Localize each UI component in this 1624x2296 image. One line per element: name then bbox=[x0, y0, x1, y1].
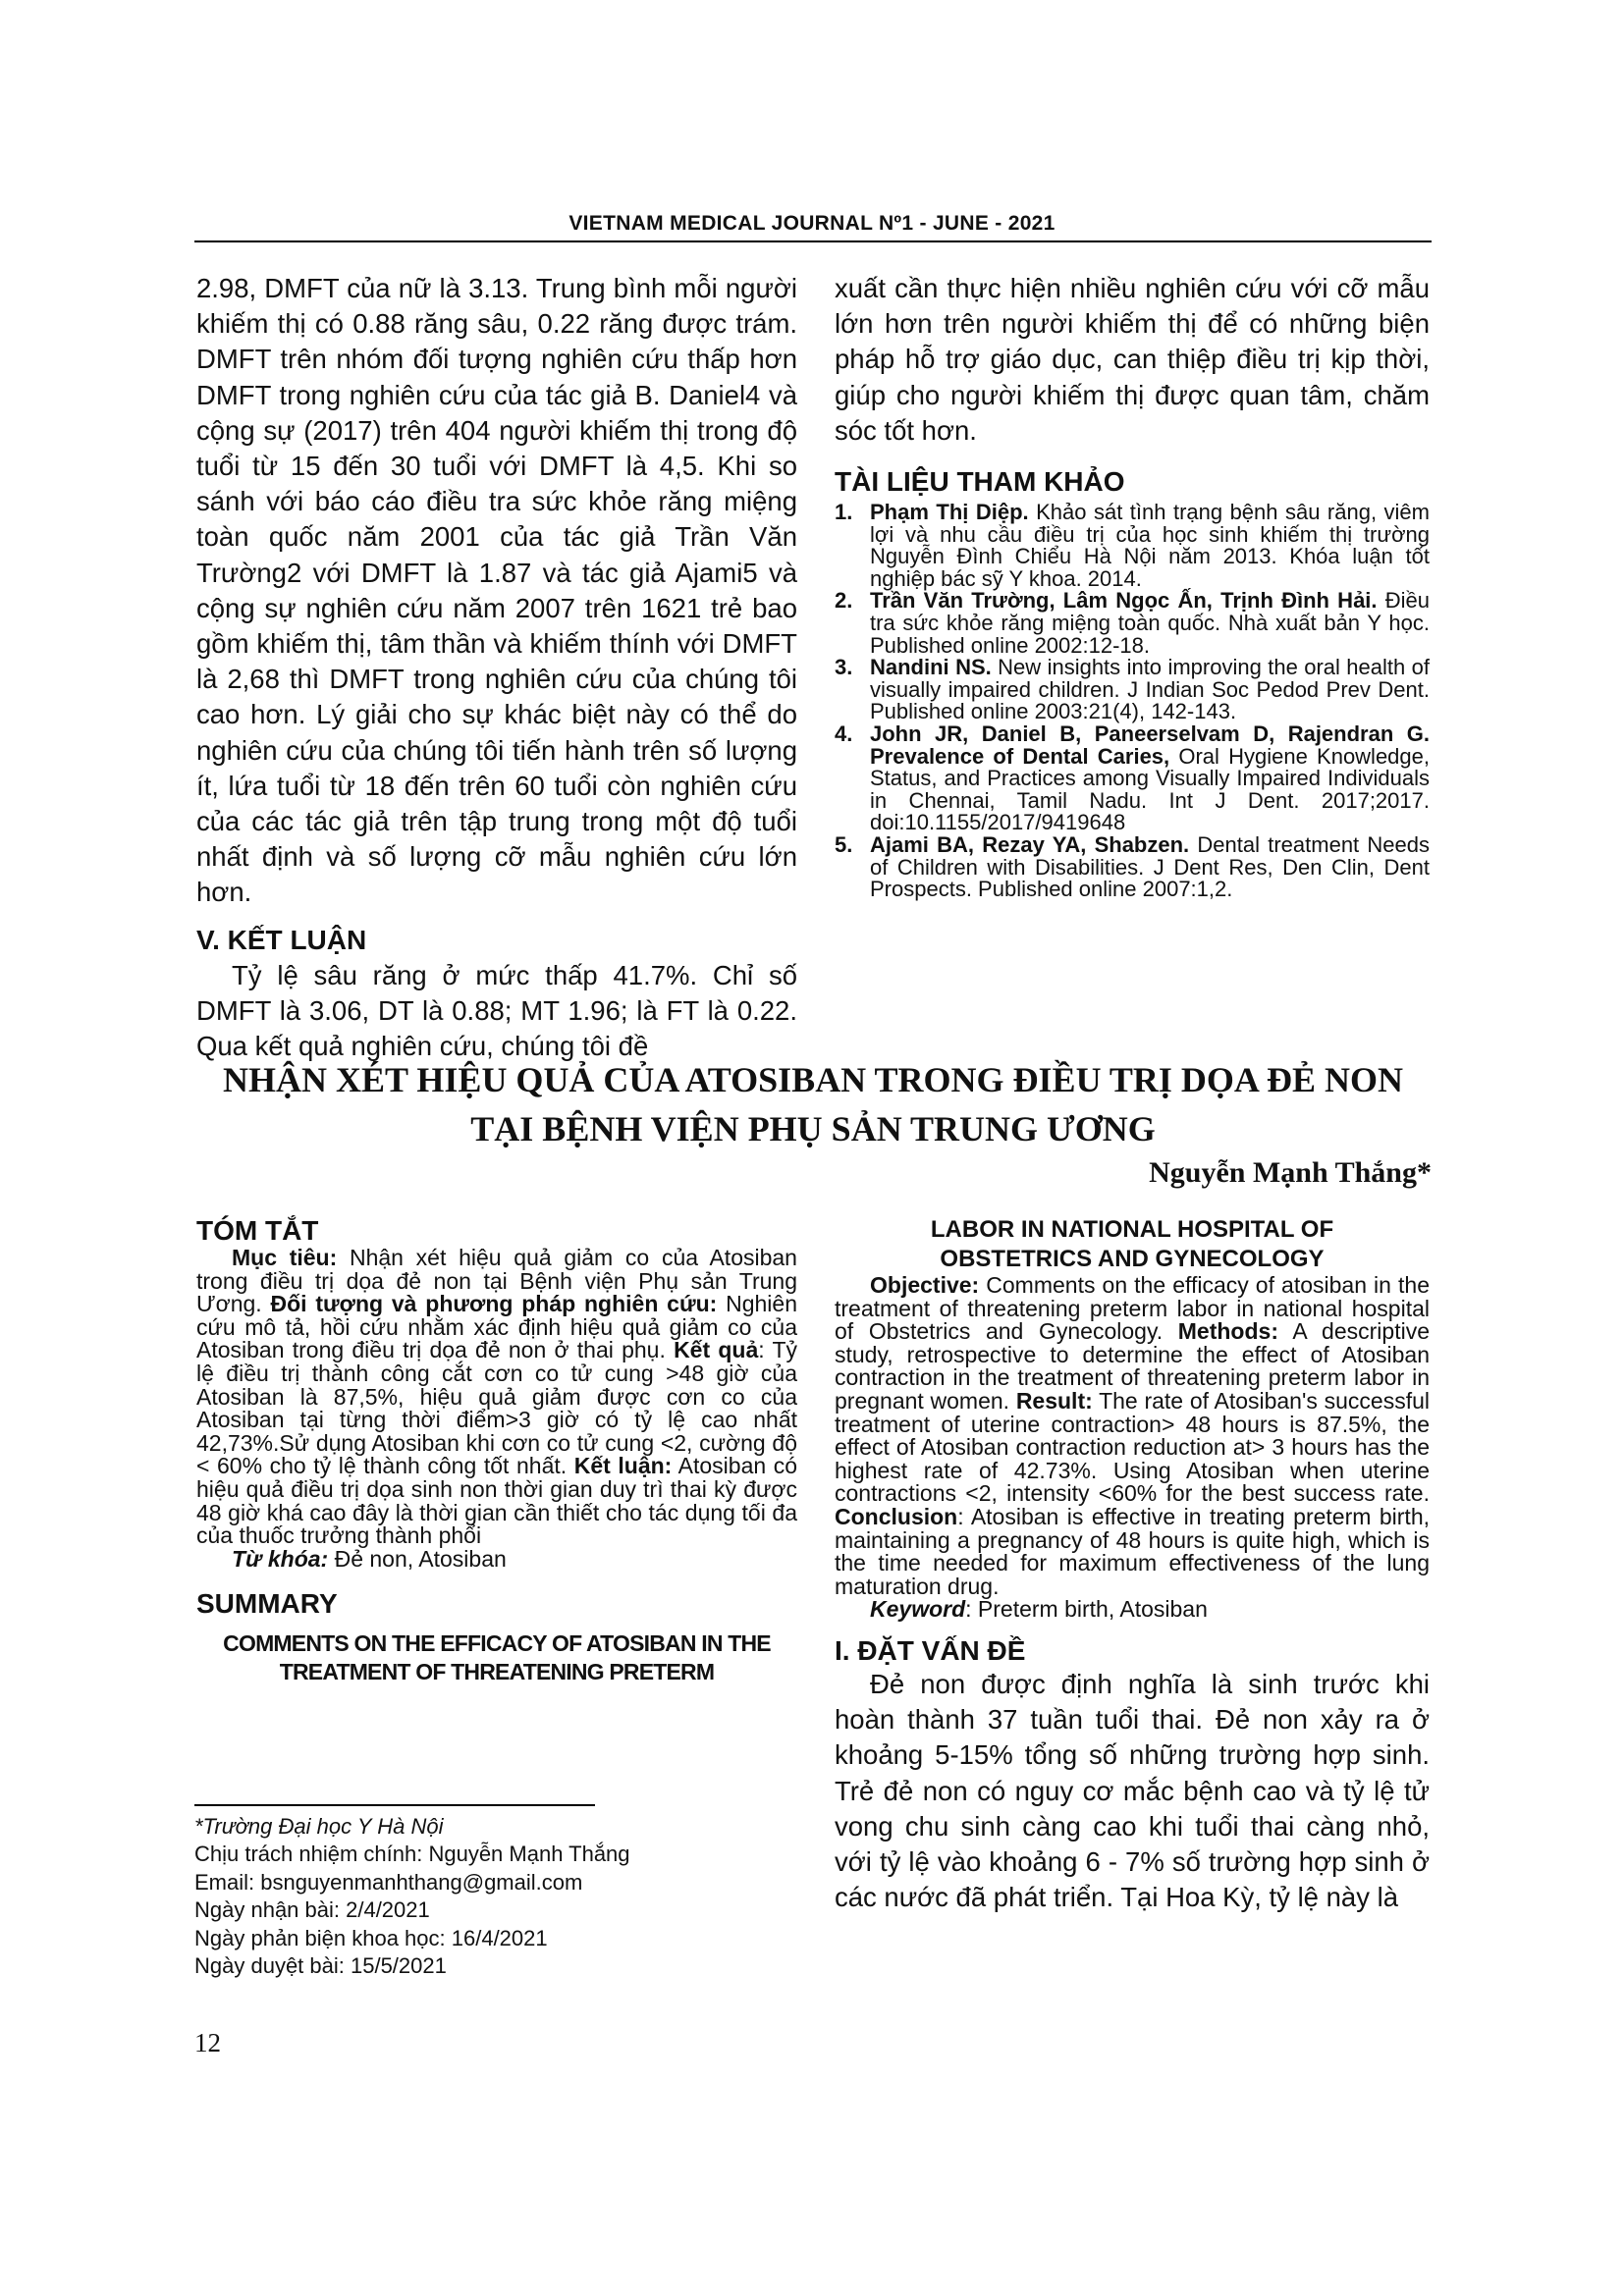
abstract-left-column bbox=[196, 1215, 797, 1686]
intro-heading: I. ĐẶT VẤN ĐỀ bbox=[835, 1634, 1026, 1666]
result-en-label: Result: bbox=[1015, 1387, 1093, 1414]
reference-text: Điều tra sức khỏe răng miệng toàn quốc. Nhà xuất bản Y học. Published online 2002:12-18. bbox=[870, 588, 1431, 658]
footnote-rule bbox=[194, 1804, 595, 1806]
keywords-vi bbox=[196, 1545, 797, 1572]
conclusion-en-label: Conclusion bbox=[835, 1503, 958, 1529]
reference-number: 3. bbox=[835, 655, 853, 680]
reference-authors: Trần Văn Trường, Lâm Ngọc Ấn, Trịnh Đình Hải. bbox=[870, 588, 1378, 614]
keywords-vi-label: Từ khóa: bbox=[232, 1545, 329, 1572]
abstract-vi bbox=[196, 1247, 797, 1548]
reference-number: 5. bbox=[835, 831, 853, 857]
reference-authors: Phạm Thị Diệp. bbox=[870, 500, 1029, 525]
objective-en-label: Objective: bbox=[870, 1272, 980, 1298]
intro-paragraph: Đẻ non được định nghĩa là sinh trước khi hoàn thành 37 tuần tuổi thai. Đẻ non xảy ra ở khoảng 5-15% tổng số những trường hợp sinh. Trẻ đẻ non có nguy cơ mắc bệnh cao và tỷ lệ tử vong chu sinh càng cao khi tuổi thai càng nhỏ, với tỷ lệ vào khoảng 6 - 7% số trường hợp sinh ở các nước đã phát triển. Tại Hoa Kỳ, tỷ lệ này là bbox=[835, 1668, 1430, 1913]
reference-item bbox=[835, 723, 1430, 834]
header-rule bbox=[194, 240, 1432, 242]
article-title-line-2: TẠI BỆNH VIỆN PHỤ SẢN TRUNG ƯƠNG bbox=[470, 1109, 1156, 1148]
footnote-accepted: Ngày duyệt bài: 15/5/2021 bbox=[194, 1953, 447, 1979]
reference-text: New insights into improving the oral health of visually impaired children. J Indian Soc Pedod Prev Dent. Published online 2003:21(4), 142-143. bbox=[870, 655, 1430, 724]
keywords-en-text: : Preterm birth, Atosiban bbox=[965, 1596, 1208, 1623]
conclusion-vi-text: Atosiban có hiệu quả điều trị dọa sinh non thời gian duy trì thai kỳ được 48 giờ khá cao đây là thời gian cần thiết cho tác dụng tối đa của thuốc trưởng thành phổi bbox=[196, 1453, 798, 1549]
summary-heading: SUMMARY bbox=[196, 1588, 338, 1620]
abstract-en bbox=[835, 1274, 1430, 1598]
methods-vi-text: Nghiên cứu mô tả, hồi cứu nhằm xác định hiệu quả giảm co của Atosiban trong điều trị dọa đẻ non ở thai phụ. bbox=[196, 1291, 798, 1363]
reference-authors: John JR, Daniel B, Paneerselvam D, Rajendran G. Prevalence of Dental Caries, bbox=[870, 721, 1430, 769]
article-author: Nguyễn Mạnh Thắng* bbox=[1149, 1156, 1432, 1189]
footnote-affiliation: *Trường Đại học Y Hà Nội bbox=[194, 1814, 444, 1839]
conclusion-vi-label: Kết luận: bbox=[573, 1453, 673, 1479]
conclusion-heading: V. KẾT LUẬN bbox=[196, 924, 367, 955]
references-heading: TÀI LIỆU THAM KHẢO bbox=[835, 466, 1125, 498]
prev-continuation-paragraph: xuất cần thực hiện nhiều nghiên cứu với cỡ mẫu lớn hơn trên người khiếm thị để có những biện pháp hỗ trợ giáo dục, can thiệp điều trị kịp thời, giúp cho người khiếm thị được quan tâm, chăm sóc tốt hơn. bbox=[835, 273, 1430, 446]
objective-vi-text: Nhận xét hiệu quả giảm co của Atosiban trong điều trị dọa đẻ non tại Bệnh viện Phụ sản Trung Ương. bbox=[196, 1245, 797, 1317]
keywords-en bbox=[835, 1598, 1430, 1622]
result-vi-text: : Tỷ lệ điều trị thành công cắt cơn co tử cung >48 giờ của Atosiban là 87,5%, hiệu quả giảm được cơn co của Atosiban tại từng thời điểm>3 giờ có tỷ lệ cao nhất 42,73%.Sử dụng Atosiban khi cơn co tử cung <2, cường độ < 60% cho tỷ lệ thành công tốt nhất. bbox=[196, 1337, 797, 1479]
reference-number: 4. bbox=[835, 721, 853, 746]
methods-en-label: Methods: bbox=[1177, 1318, 1278, 1345]
article-title bbox=[194, 1055, 1432, 1153]
reference-authors: Ajami BA, Rezay YA, Shabzen. bbox=[870, 831, 1190, 857]
summary-title-part-2: LABOR IN NATIONAL HOSPITAL OF OBSTETRICS AND GYNECOLOGY bbox=[930, 1216, 1334, 1272]
reference-item bbox=[835, 657, 1430, 723]
footnote-email: Email: bsnguyenmanhthang@gmail.com bbox=[194, 1869, 583, 1895]
tom-tat-heading: TÓM TẮT bbox=[196, 1215, 319, 1246]
footnote-received: Ngày nhận bài: 2/4/2021 bbox=[194, 1897, 430, 1923]
article-title-line-1: NHẬN XÉT HIỆU QUẢ CỦA ATOSIBAN TRONG ĐIỀU TRỊ DỌA ĐẺ NON bbox=[223, 1060, 1403, 1099]
footnotes bbox=[194, 1813, 784, 1980]
abstract-right-column bbox=[835, 1215, 1430, 1915]
reference-text: Dental treatment Needs of Children with Disabilities. J Dent Res, Den Clin, Dent Prospects. Published online 2007:1,2. bbox=[870, 831, 1430, 902]
methods-vi-label: Đối tượng và phương pháp nghiên cứu: bbox=[270, 1291, 718, 1317]
reference-item bbox=[835, 831, 1430, 902]
keywords-vi-text: Đẻ non, Atosiban bbox=[328, 1545, 507, 1572]
journal-header: VIETNAM MEDICAL JOURNAL Nº1 - JUNE - 2021 bbox=[568, 212, 1056, 235]
reference-number: 1. bbox=[835, 500, 853, 525]
footnote-responsible: Chịu trách nhiệm chính: Nguyễn Mạnh Thắng bbox=[194, 1842, 630, 1867]
reference-number: 2. bbox=[835, 588, 853, 614]
objective-en-text: Comments on the efficacy of atosiban in the treatment of threatening preterm labor in national hospital of Obstetrics and Gynecology. bbox=[835, 1272, 1430, 1345]
reference-item bbox=[835, 502, 1430, 590]
prev-right-column bbox=[835, 271, 1430, 901]
objective-vi-label: Mục tiêu: bbox=[232, 1245, 338, 1270]
methods-en-text: A descriptive study, retrospective to determine the effect of Atosiban contraction in the treatment of threatening preterm labor in pregnant women. bbox=[835, 1318, 1430, 1414]
reference-authors: Nandini NS. bbox=[870, 655, 992, 680]
references-list bbox=[835, 502, 1430, 901]
keywords-en-label: Keyword bbox=[870, 1596, 966, 1623]
page-number: 12 bbox=[194, 2028, 221, 2057]
summary-title-part-1: COMMENTS ON THE EFFICACY OF ATOSIBAN IN THE TREATMENT OF THREATENING PRETERM bbox=[223, 1630, 771, 1685]
reference-item bbox=[835, 590, 1430, 657]
footnote-reviewed: Ngày phản biện khoa học: 16/4/2021 bbox=[194, 1925, 548, 1950]
result-en-text: The rate of Atosiban's successful treatment of uterine contraction> 48 hours is 87.5%, the effect of Atosiban contraction reduction at> 3 hours has the highest rate of 42.73%. Using Atosiban when uterine contractions <2, intensity <60% for the best success rate. bbox=[835, 1387, 1430, 1507]
conclusion-en-text: : Atosiban is effective in treating preterm birth, maintaining a pregnancy of 48 hours is quite high, which is the time needed for maximum effectiveness of the lung maturation drug. bbox=[835, 1503, 1430, 1599]
conclusion-paragraph: Tỷ lệ sâu răng ở mức thấp 41.7%. Chỉ số DMFT là 3.06, DT là 0.88; MT 1.96; là FT là 0.22. Qua kết quả nghiên cứu, chúng tôi đề bbox=[196, 959, 797, 1062]
prev-left-column bbox=[196, 271, 797, 1064]
reference-text: Oral Hygiene Knowledge, Status, and Practices among Visually Impaired Individuals in Chennai, Tamil Nadu. Int J Dent. 2017;2017. doi:10.1155/2017/9419648 bbox=[870, 743, 1431, 835]
result-vi-label: Kết quả bbox=[674, 1337, 759, 1363]
reference-text: Khảo sát tình trạng bệnh sâu răng, viêm lợi và nhu cầu điều trị của học sinh khiếm thị trường Nguyễn Đình Chiểu Hà Nội năm 2013. Khóa luận tốt nghiệp bác sỹ Y khoa. 2014. bbox=[870, 500, 1430, 591]
prev-discussion-paragraph: 2.98, DMFT của nữ là 3.13. Trung bình mỗi người khiếm thị có 0.88 răng sâu, 0.22 răng được trám. DMFT trên nhóm đối tượng nghiên cứu thấp hơn DMFT trong nghiên cứu của tác giả B. Daniel4 và cộng sự (2017) trên 404 người khiếm thị trong độ tuổi từ 15 đến 30 tuổi với DMFT là 4,5. Khi so sánh với báo cáo điều tra sức khỏe răng miệng toàn quốc năm 2001 của tác giả Trần Văn Trường2 với DMFT là 1.87 và tác giả Ajami5 và cộng sự nghiên cứu năm 2007 trên 1621 trẻ bao gồm khiếm thị, tâm thần và khiếm thính với DMFT là 2,68 thì DMFT trong nghiên cứu của chúng tôi cao hơn. Lý giải cho sự khác biệt này có thể do nghiên cứu của chúng tôi tiến hành trên số lượng ít, lứa tuổi từ 18 đến trên 60 tuổi còn nghiên cứu của các tác giả trên tập trung trong một độ tuổi nhất định và số lượng cỡ mẫu nghiên cứu lớn hơn. bbox=[196, 273, 797, 908]
